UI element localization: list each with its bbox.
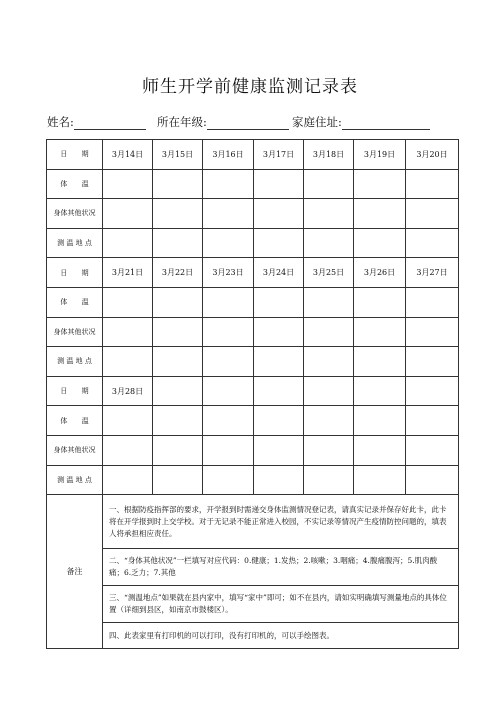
date-cell: 3月25日 [304,258,354,288]
date-row-label: 日 期 [47,258,103,288]
temperature-entry-cell[interactable] [354,406,406,436]
note-4: 四、此表家里有打印机的可以打印，没有打印机的，可以手绘图表。 [103,623,459,649]
location-entry-cell[interactable] [304,228,354,258]
page-title: 师生开学前健康监测记录表 [142,77,358,97]
location-entry-cell[interactable] [354,228,406,258]
date-cell [304,376,354,406]
temperature-entry-cell[interactable] [406,287,459,317]
other-status-entry-cell[interactable] [304,317,354,347]
week-1-other-status-row [47,199,459,229]
other-status-entry-cell[interactable] [304,435,354,465]
date-cell: 3月14日 [103,140,153,170]
week-2-temperature-row [47,287,459,317]
date-cell [203,376,254,406]
date-cell: 3月20日 [406,140,459,170]
name-blank[interactable] [74,117,146,130]
location-entry-cell[interactable] [103,465,153,495]
other-status-entry-cell[interactable] [406,317,459,347]
other-status-entry-cell[interactable] [304,199,354,229]
temperature-entry-cell[interactable] [254,406,304,436]
location-entry-cell[interactable] [406,228,459,258]
name-label: 姓名: [47,115,74,129]
location-entry-cell[interactable] [354,465,406,495]
location-entry-cell[interactable] [304,465,354,495]
other-status-entry-cell[interactable] [354,317,406,347]
other-status-entry-cell[interactable] [103,199,153,229]
note-row-2 [47,549,459,586]
temperature-entry-cell[interactable] [304,406,354,436]
location-entry-cell[interactable] [304,347,354,377]
location-entry-cell[interactable] [254,465,304,495]
location-row-label: 测 温 地 点 [47,347,103,377]
temperature-entry-cell[interactable] [153,287,203,317]
location-entry-cell[interactable] [153,228,203,258]
date-cell: 3月18日 [304,140,354,170]
grade-label: 所在年级: [157,115,207,129]
temperature-entry-cell[interactable] [103,287,153,317]
location-entry-cell[interactable] [203,347,254,377]
date-cell: 3月24日 [254,258,304,288]
other-status-row-label: 身体其他状况 [47,435,103,465]
date-cell: 3月28日 [103,376,153,406]
date-cell: 3月15日 [153,140,203,170]
note-1: 一、根据防疫指挥部的要求，开学报到时需递交身体监测情况登记表，请真实记录并保存好此卡，此卡将在开学报到时上交学校。对于无记录不能正常进入校园，不实记录等情况产生疫情防控问题的，填表人将承担相应责任。 [103,495,459,549]
date-cell [254,376,304,406]
location-entry-cell[interactable] [103,347,153,377]
temperature-entry-cell[interactable] [203,169,254,199]
location-row-label: 测 温 地 点 [47,465,103,495]
date-cell: 3月16日 [203,140,254,170]
date-cell: 3月27日 [406,258,459,288]
other-status-entry-cell[interactable] [153,435,203,465]
location-entry-cell[interactable] [153,465,203,495]
other-status-row-label: 身体其他状况 [47,199,103,229]
location-entry-cell[interactable] [254,347,304,377]
address-label: 家庭住址: [292,115,342,129]
other-status-entry-cell[interactable] [354,435,406,465]
temperature-entry-cell[interactable] [354,287,406,317]
date-cell [406,376,459,406]
week-2-other-status-row [47,317,459,347]
grade-blank[interactable] [207,117,289,130]
temperature-entry-cell[interactable] [153,406,203,436]
other-status-entry-cell[interactable] [254,317,304,347]
location-entry-cell[interactable] [354,347,406,377]
location-entry-cell[interactable] [153,347,203,377]
other-status-entry-cell[interactable] [203,199,254,229]
note-row-4 [47,623,459,649]
other-status-entry-cell[interactable] [406,435,459,465]
location-entry-cell[interactable] [103,228,153,258]
name-field[interactable] [47,114,146,130]
date-cell: 3月26日 [354,258,406,288]
health-record-table [46,139,459,649]
date-cell: 3月19日 [354,140,406,170]
temperature-entry-cell[interactable] [304,287,354,317]
other-status-entry-cell[interactable] [254,435,304,465]
temperature-entry-cell[interactable] [103,406,153,436]
week-3-other-status-row [47,435,459,465]
week-3-temperature-row [47,406,459,436]
location-entry-cell[interactable] [254,228,304,258]
temperature-entry-cell[interactable] [153,169,203,199]
location-entry-cell[interactable] [406,465,459,495]
notes-label: 备注 [47,495,103,649]
other-status-entry-cell[interactable] [203,317,254,347]
other-status-entry-cell[interactable] [153,317,203,347]
date-cell: 3月21日 [103,258,153,288]
temperature-entry-cell[interactable] [103,169,153,199]
other-status-entry-cell[interactable] [254,199,304,229]
week-1-location-row [47,228,459,258]
week-2-date-row [47,258,459,288]
temperature-entry-cell[interactable] [406,169,459,199]
note-row-3 [47,586,459,623]
week-1-date-row [47,140,459,170]
temperature-entry-cell[interactable] [203,406,254,436]
date-cell [354,376,406,406]
note-2: 二、“身体其他状况”一栏填写对应代码：0.健康；1.发热；2.咳嗽；3.咽痛；4.腹痛腹泻；5.肌肉酸痛；6.乏力；7.其他 [103,549,459,586]
temperature-row-label: 体 温 [47,169,103,199]
temperature-entry-cell[interactable] [304,169,354,199]
info-row [47,114,457,130]
note-row-1 [47,495,459,549]
temperature-entry-cell[interactable] [254,287,304,317]
grade-field[interactable] [157,114,289,130]
temperature-entry-cell[interactable] [406,406,459,436]
temperature-entry-cell[interactable] [354,169,406,199]
temperature-entry-cell[interactable] [203,287,254,317]
temperature-row-label: 体 温 [47,287,103,317]
date-cell: 3月17日 [254,140,304,170]
temperature-row-label: 体 温 [47,406,103,436]
other-status-entry-cell[interactable] [354,199,406,229]
date-row-label: 日 期 [47,140,103,170]
location-entry-cell[interactable] [203,465,254,495]
note-3: 三、“测温地点”如果就在县内家中，填写“家中”即可；如不在县内，请如实明确填写测量地点的具体位置（详细到县区，如南京市鼓楼区）。 [103,586,459,623]
other-status-entry-cell[interactable] [103,317,153,347]
week-3-date-row [47,376,459,406]
week-3-location-row [47,465,459,495]
other-status-entry-cell[interactable] [153,199,203,229]
address-blank[interactable] [342,117,430,130]
location-entry-cell[interactable] [203,228,254,258]
date-cell [153,376,203,406]
other-status-row-label: 身体其他状况 [47,317,103,347]
temperature-entry-cell[interactable] [254,169,304,199]
week-1-temperature-row [47,169,459,199]
other-status-entry-cell[interactable] [203,435,254,465]
date-cell: 3月22日 [153,258,203,288]
week-2-location-row [47,347,459,377]
location-entry-cell[interactable] [406,347,459,377]
other-status-entry-cell[interactable] [103,435,153,465]
date-row-label: 日 期 [47,376,103,406]
date-cell: 3月23日 [203,258,254,288]
address-field[interactable] [292,114,430,130]
other-status-entry-cell[interactable] [406,199,459,229]
location-row-label: 测 温 地 点 [47,228,103,258]
